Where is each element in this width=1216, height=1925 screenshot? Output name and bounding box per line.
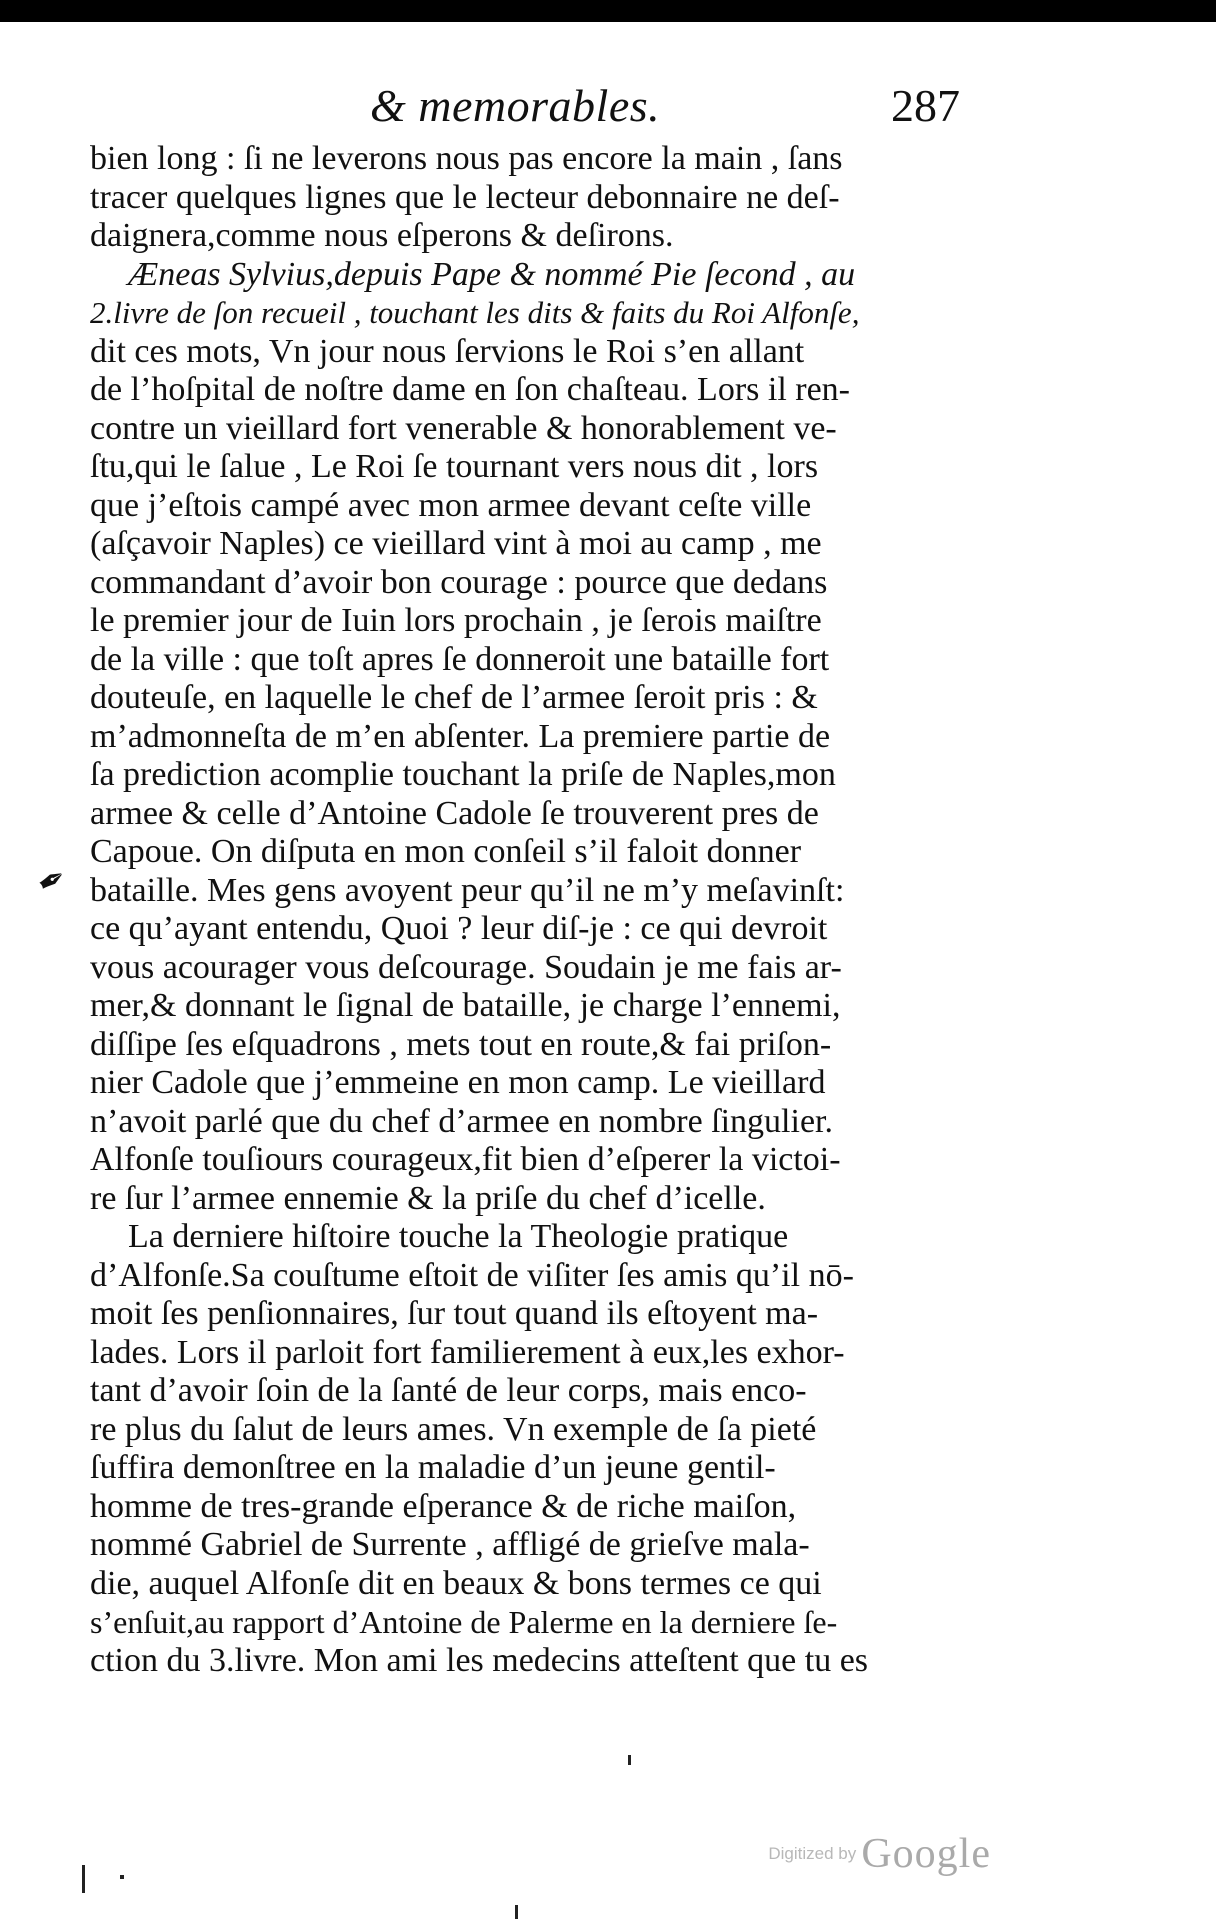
text-line: ce qu’ayant entendu, Quoi ? leur diſ-je : ce qui devroit	[90, 910, 828, 947]
text-line: bataille. Mes gens avoyent peur qu’il ne m’y meſavinſt:	[90, 871, 845, 909]
page-number: 287	[891, 80, 960, 131]
text-line: diſſipe ſes eſquadrons , mets tout en route,& fai priſon-	[90, 1025, 832, 1063]
google-logo: Google	[861, 1831, 991, 1877]
text-line: Æneas Sylvius,depuis Pape & nommé Pie ſecond , au	[128, 255, 856, 293]
text-line: que j’eſtois campé avec mon armee devant ceſte ville	[90, 486, 812, 524]
digitized-by-google-watermark	[768, 1830, 991, 1878]
body-text	[90, 140, 960, 1680]
text-line: dit ces mots, Vn jour nous ſervions le Roi s’en allant	[90, 332, 805, 370]
text-line: de la ville : que toſt apres ſe donneroit une bataille fort	[90, 640, 830, 678]
text-line: n’avoit parlé que du chef d’armee en nombre ſingulier.	[90, 1102, 833, 1140]
watermark-prefix: Digitized by	[768, 1844, 857, 1863]
scan-speck	[515, 1905, 518, 1919]
scan-speck	[628, 1755, 631, 1765]
text-line: s’enſuit,au rapport d’Antoine de Palerme en la derniere ſe-	[90, 1604, 838, 1640]
text-line: commandant d’avoir bon courage : pource que dedans	[90, 563, 828, 601]
running-head: & memorables.	[370, 80, 661, 131]
page-header	[90, 78, 960, 138]
text-line: ſtu,qui le ſalue , Le Roi ſe tournant vers nous dit , lors	[90, 448, 819, 485]
text-line: tant d’avoir ſoin de la ſanté de leur corps, mais enco-	[90, 1372, 807, 1409]
text-line: nommé Gabriel de Surrente , affligé de grieſve mala-	[90, 1526, 810, 1563]
marginal-pointer-mark: ✒	[29, 856, 75, 906]
text-line: Capoue. On diſputa en mon conſeil s’il faloit donner	[90, 833, 802, 870]
text-line: ſa prediction acomplie touchant la priſe de Naples,mon	[90, 756, 836, 793]
text-line: 2.livre de ſon recueil , touchant les dits & faits du Roi Alfonſe,	[90, 295, 860, 330]
text-line: mer,& donnant le ſignal de bataille, je charge l’ennemi,	[90, 987, 841, 1024]
text-line: armee & celle d’Antoine Cadole ſe trouverent pres de	[90, 794, 819, 832]
text-line: bien long : ſi ne leverons nous pas encore la main , ſans	[90, 140, 843, 177]
text-line: La derniere hiſtoire touche la Theologie pratique	[128, 1218, 789, 1255]
text-line: ſuffira demonſtree en la maladie d’un jeune gentil-	[90, 1449, 776, 1486]
text-line: le premier jour de Iuin lors prochain , je ſerois maiſtre	[90, 602, 822, 639]
text-line: die, auquel Alfonſe dit en beaux & bons termes ce qui	[90, 1564, 822, 1602]
text-line: homme de tres-grande eſperance & de riche maiſon,	[90, 1487, 797, 1525]
text-line: re ſur l’armee ennemie & la priſe du chef d’icelle.	[90, 1179, 766, 1217]
text-line: lades. Lors il parloit fort familierement à eux,les exhor-	[90, 1333, 845, 1371]
text-line: d’Alfonſe.Sa couſtume eſtoit de viſiter ſes amis qu’il nō-	[90, 1256, 854, 1294]
text-line: daignera,comme nous eſperons & deſirons.	[90, 217, 674, 254]
scan-speck	[120, 1875, 124, 1879]
text-line: moit ſes penſionnaires, ſur tout quand ils eſtoyent ma-	[90, 1295, 819, 1332]
scan-top-border	[0, 0, 1216, 22]
text-line: ction du 3.livre. Mon ami les medecins atteſtent que tu es	[90, 1641, 869, 1679]
scan-speck	[82, 1865, 85, 1893]
text-line: Alfonſe touſiours courageux,fit bien d’eſperer la victoi-	[90, 1141, 841, 1178]
text-line: (aſçavoir Naples) ce vieillard vint à moi au camp , me	[90, 525, 822, 562]
text-line: m’admonneſta de m’en abſenter. La premiere partie de	[90, 717, 831, 755]
text-line: nier Cadole que j’emmeine en mon camp. Le vieillard	[90, 1064, 826, 1101]
text-line: vous acourager vous deſcourage. Soudain je me fais ar-	[90, 948, 842, 986]
text-line: re plus du ſalut de leurs ames. Vn exemple de ſa pieté	[90, 1410, 817, 1448]
text-line: contre un vieillard fort venerable & honorablement ve-	[90, 409, 837, 447]
text-line: tracer quelques lignes que le lecteur debonnaire ne deſ-	[90, 178, 840, 216]
text-line: de l’hoſpital de noſtre dame en ſon chaſteau. Lors il ren-	[90, 371, 851, 408]
text-line: douteuſe, en laquelle le chef de l’armee ſeroit pris : &	[90, 679, 818, 716]
